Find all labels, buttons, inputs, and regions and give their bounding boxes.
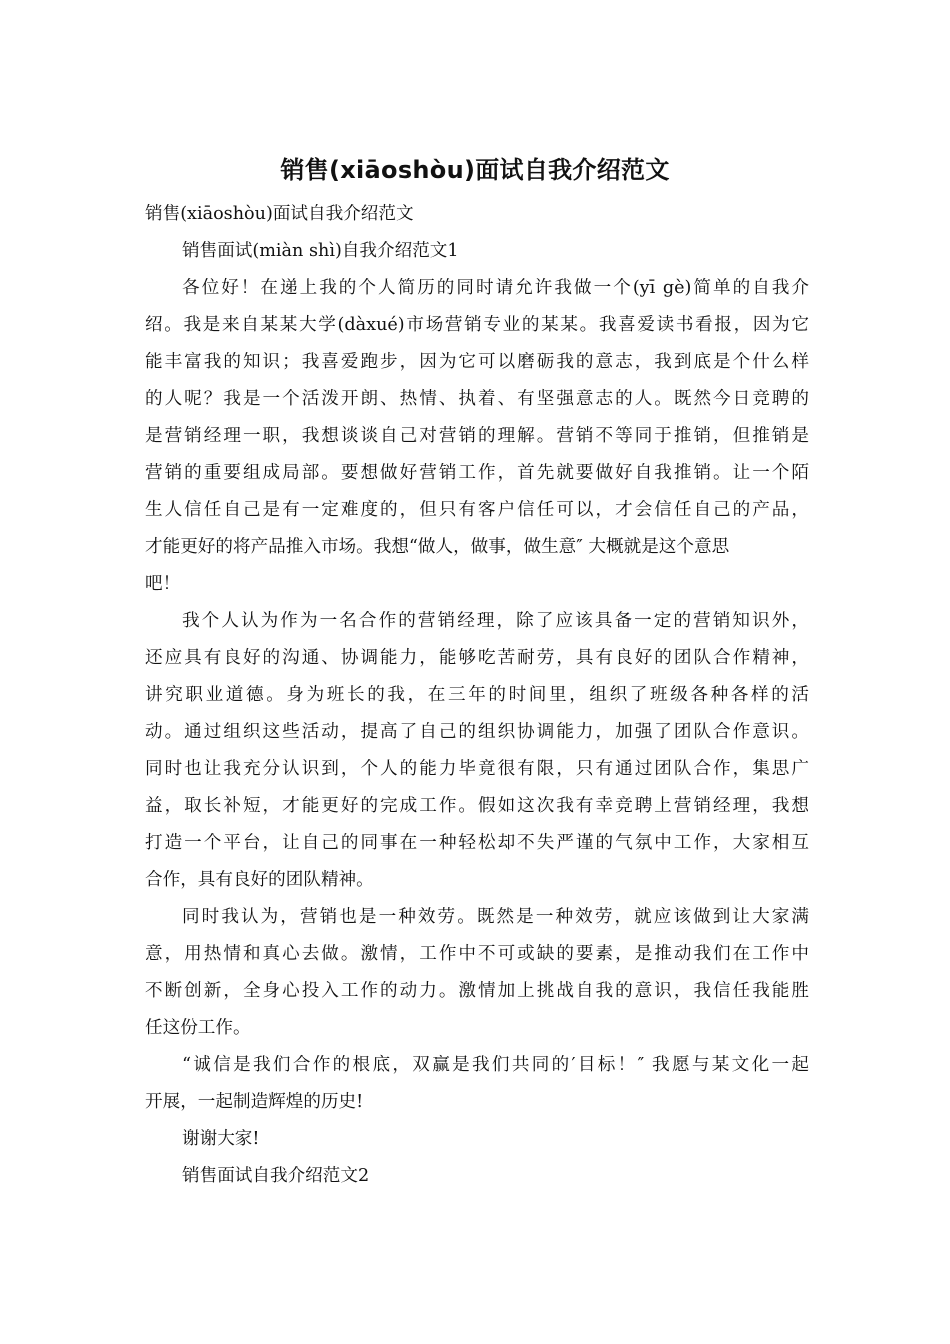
paragraph-line: 任这份工作。 [145, 1018, 251, 1038]
paragraph-line: 才能更好的将产品推入市场。我想“做人，做事，做生意″ 大概就是这个意思 [145, 537, 730, 557]
paragraph-line: 开展，一起制造辉煌的历史! [145, 1092, 364, 1112]
document-subtitle: 销售(xiāoshòu)面试自我介绍范文 [145, 204, 414, 224]
paragraph-line: 还应具有良好的沟通、协调能力，能够吃苦耐劳，具有良好的团队合作精神， [145, 648, 809, 668]
paragraph-line: 讲究职业道德。身为班长的我，在三年的时间里，组织了班级各种各样的活 [145, 685, 809, 705]
section-heading-1: 销售面试(miàn shì)自我介绍范文1 [182, 241, 459, 261]
paragraph-line: 是营销经理一职，我想谈谈自己对营销的理解。营销不等同于推销，但推销是 [145, 426, 809, 446]
paragraph-line: 我个人认为作为一名合作的营销经理，除了应该具备一定的营销知识外， [182, 611, 809, 631]
paragraph-2 [145, 603, 809, 899]
closing-line: 谢谢大家! [182, 1129, 260, 1149]
paragraph-line: 益，取长补短，才能更好的完成工作。假如这次我有幸竞聘上营销经理，我想 [145, 796, 809, 816]
section-heading-2: 销售面试自我介绍范文2 [182, 1166, 370, 1186]
paragraph-line: 各位好！在递上我的个人简历的同时请允许我做一个(yī gè)简单的自我介 [182, 278, 809, 298]
paragraph-line: “诚信是我们合作的根底，双赢是我们共同的′目标！″ 我愿与某文化一起 [182, 1055, 809, 1075]
paragraph-line: 不断创新，全身心投入工作的动力。激情加上挑战自我的意识，我信任我能胜 [145, 981, 809, 1001]
document-body [145, 196, 809, 1195]
paragraph-line: 同时也让我充分认识到，个人的能力毕竟很有限，只有通过团队合作，集思广 [145, 759, 809, 779]
paragraph-line: 同时我认为，营销也是一种效劳。既然是一种效劳，就应该做到让大家满 [182, 907, 809, 927]
paragraph-4 [145, 1047, 809, 1121]
paragraph-line: 吧！ [145, 574, 181, 594]
paragraph-line: 意，用热情和真心去做。激情，工作中不可或缺的要素，是推动我们在工作中 [145, 944, 809, 964]
paragraph-3 [145, 899, 809, 1047]
document-title: 销售(xiāoshòu)面试自我介绍范文 [280, 156, 670, 184]
paragraph-line: 合作，具有良好的团队精神。 [145, 870, 374, 890]
paragraph-line: 营销的重要组成局部。要想做好营销工作，首先就要做好自我推销。让一个陌 [145, 463, 809, 483]
paragraph-line: 生人信任自己是有一定难度的，但只有客户信任可以，才会信任自己的产品， [145, 500, 809, 520]
paragraph-line: 绍。我是来自某某大学(dàxué)市场营销专业的某某。我喜爱读书看报，因为它 [145, 315, 809, 335]
paragraph-line: 能丰富我的知识；我喜爱跑步，因为它可以磨砺我的意志，我到底是个什么样 [145, 352, 809, 372]
paragraph-line: 打造一个平台，让自己的同事在一种轻松却不失严谨的气氛中工作，大家相互 [145, 833, 809, 853]
paragraph-line: 动。通过组织这些活动，提高了自己的组织协调能力，加强了团队合作意识。 [145, 722, 809, 742]
paragraph-line: 的人呢？我是一个活泼开朗、热情、执着、有坚强意志的人。既然今日竞聘的 [145, 389, 809, 409]
paragraph-1 [145, 270, 809, 603]
